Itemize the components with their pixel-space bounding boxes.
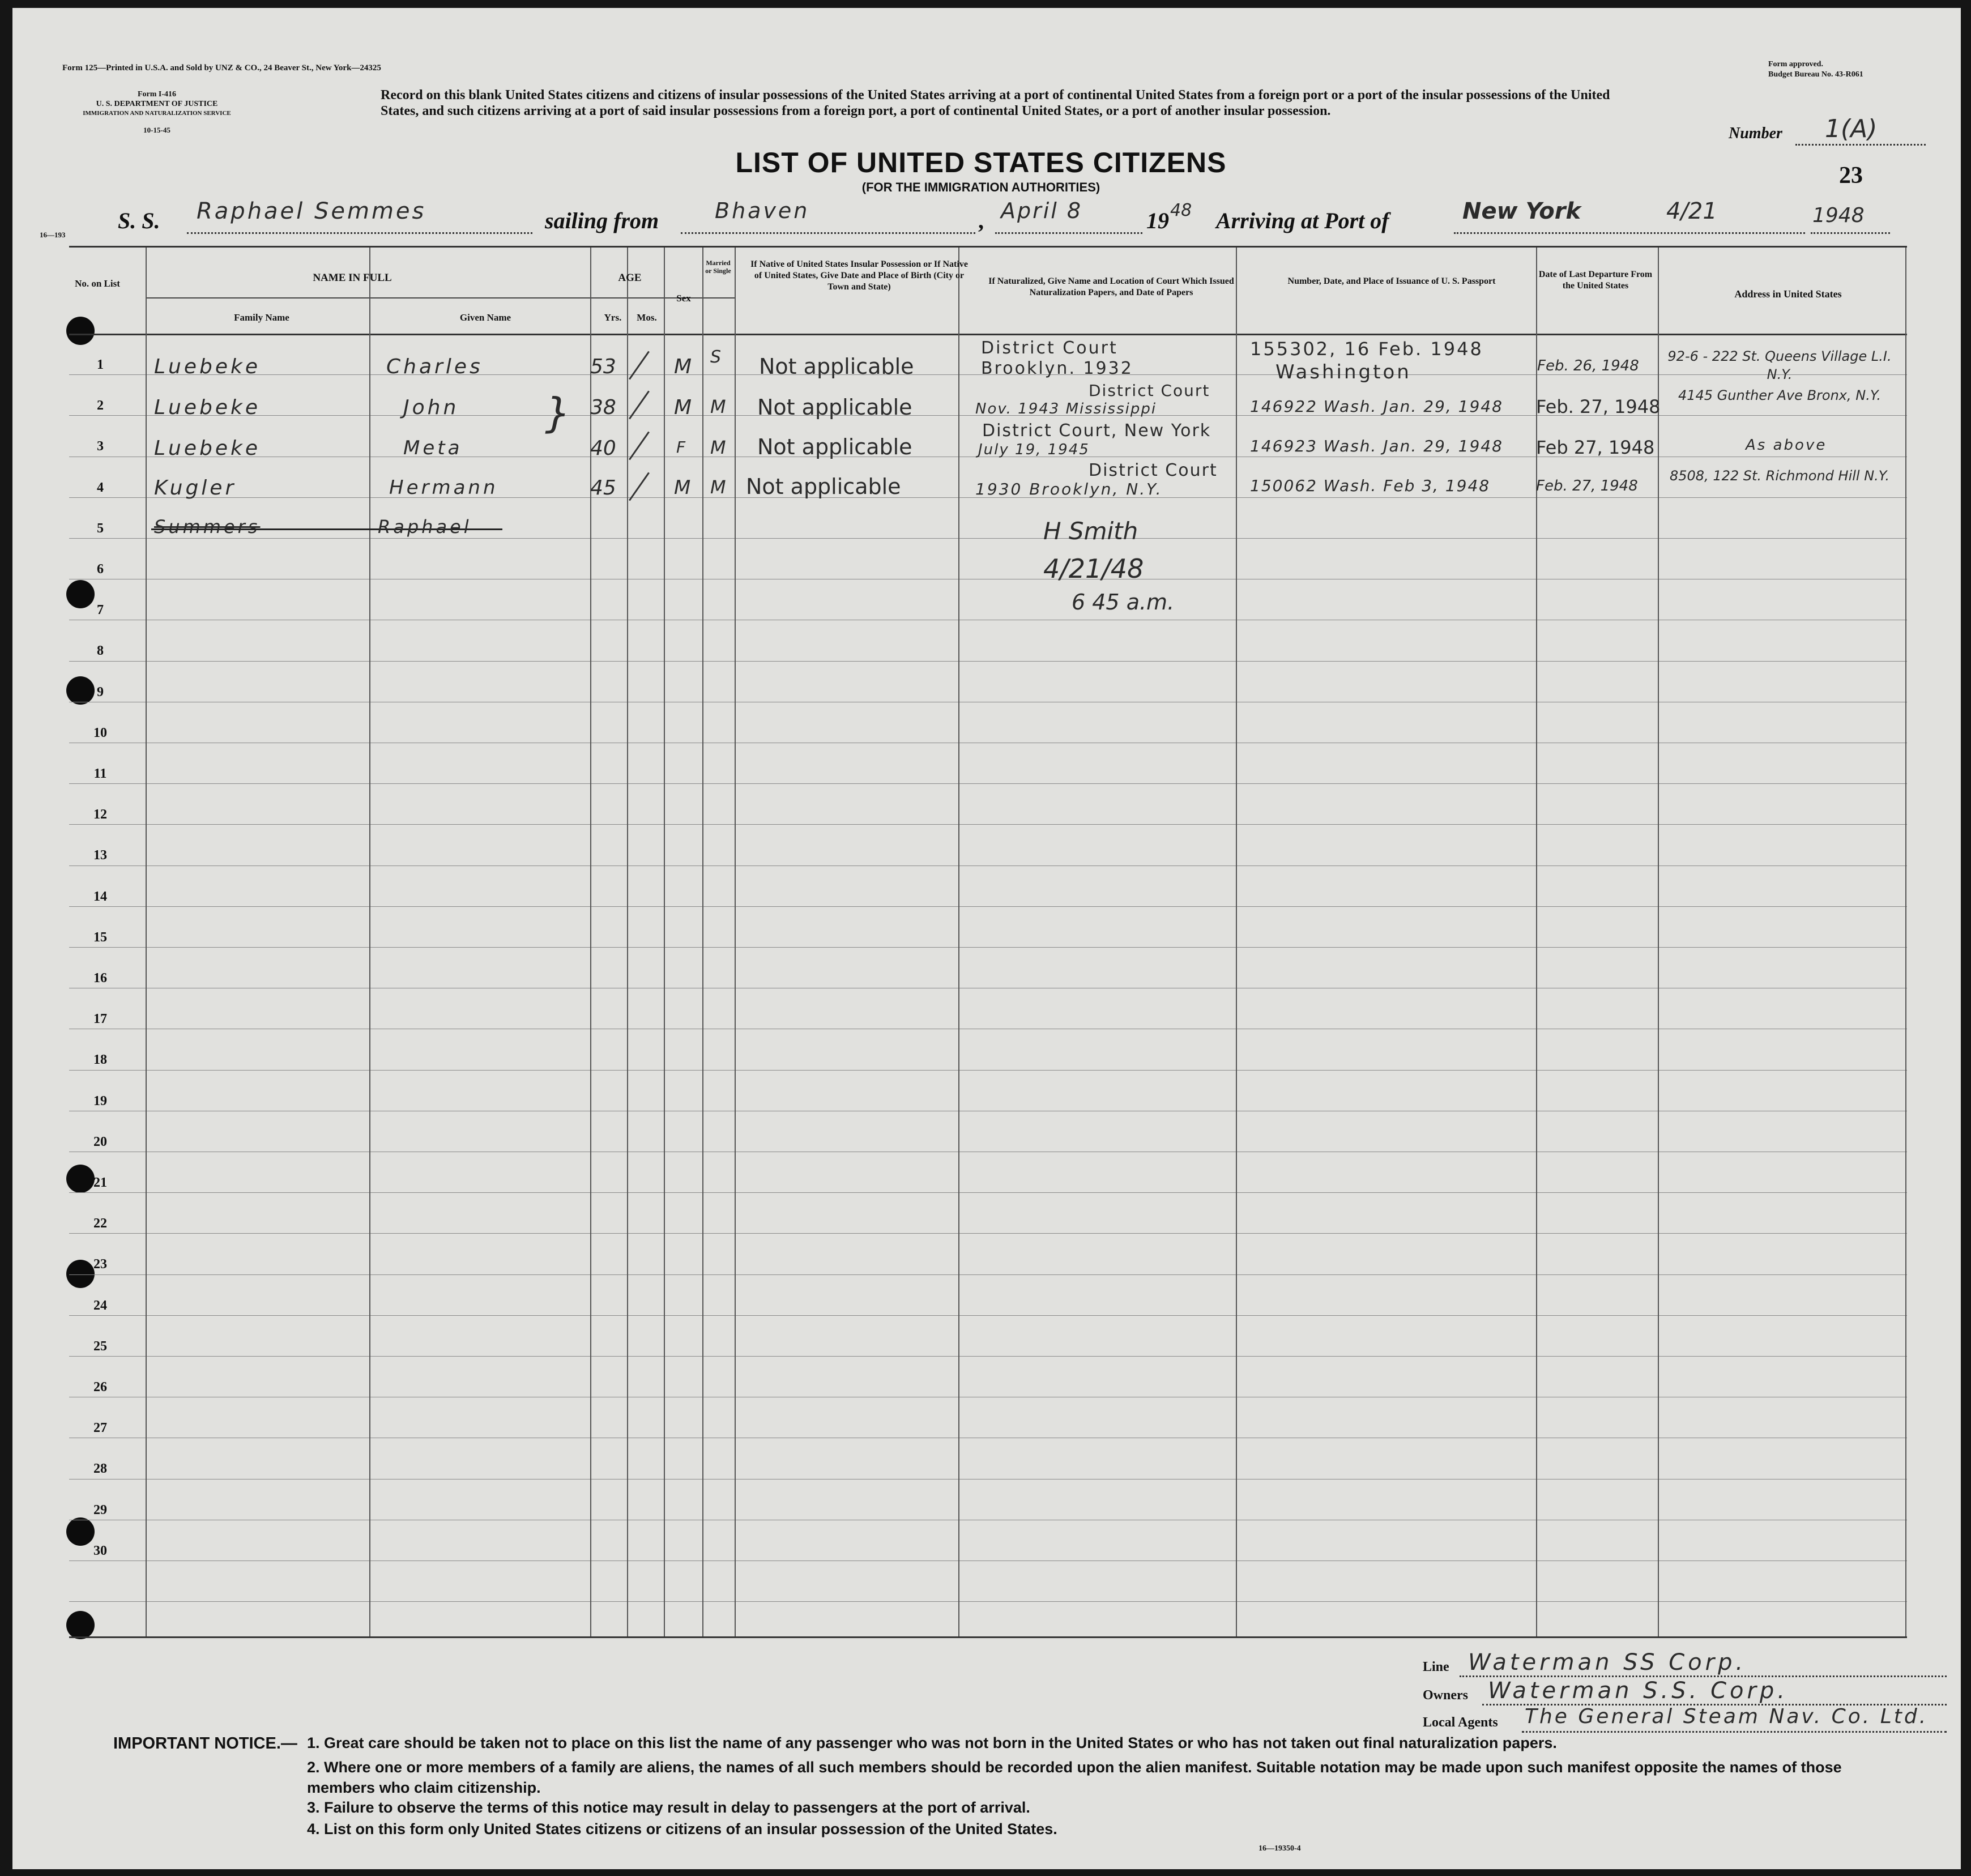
from-line — [681, 232, 975, 234]
col-age: AGE — [618, 272, 642, 284]
entry-yrs: 40 — [590, 437, 616, 460]
entry-sex: M — [674, 476, 691, 499]
row-number: 29 — [93, 1502, 107, 1517]
row-number: 8 — [97, 643, 104, 659]
arrival-year: 1948 — [1812, 204, 1865, 227]
entry-given: Meta — [403, 437, 463, 459]
entry-naturalized-line2: July 19, 1945 — [978, 441, 1090, 458]
col-married: Married or Single — [705, 259, 731, 275]
row-number: 18 — [93, 1052, 107, 1068]
row-rule — [69, 947, 1907, 948]
comma: , — [978, 208, 984, 233]
column-rule — [664, 248, 665, 1636]
row-number: 2 — [97, 398, 104, 413]
line-rule — [1460, 1675, 1947, 1677]
row-number: 13 — [93, 848, 107, 863]
entry-yrs: 45 — [590, 476, 616, 500]
entry-address: 4145 Gunther Ave Bronx, N.Y. — [1678, 387, 1882, 403]
row-rule — [69, 1315, 1907, 1316]
col-no-on-list: No. on List — [75, 278, 120, 289]
line-label: Line — [1423, 1660, 1449, 1674]
row-number: 26 — [93, 1380, 107, 1395]
entry-departure: Feb. 26, 1948 — [1537, 357, 1639, 374]
entry-passport-line1: 150062 Wash. Feb 3, 1948 — [1250, 476, 1491, 495]
inspector-initials: H Smith — [1043, 517, 1138, 545]
entry-passport-line1: 146923 Wash. Jan. 29, 1948 — [1250, 437, 1503, 455]
agents-value: The General Steam Nav. Co. Ltd. — [1525, 1705, 1929, 1728]
entry-passport-line1: 155302, 16 Feb. 1948 — [1250, 338, 1483, 360]
entry-married: M — [710, 476, 726, 498]
entry-departure: Feb. 27, 1948 — [1536, 477, 1638, 494]
entry-family: Kugler — [154, 476, 237, 500]
entry-naturalized-line1: District Court — [1089, 381, 1210, 400]
agents-label: Local Agents — [1423, 1715, 1498, 1730]
entry-married: M — [710, 396, 726, 417]
entry-native: Not applicable — [759, 354, 914, 379]
column-rule — [1236, 248, 1237, 1636]
row-rule — [69, 1233, 1907, 1234]
entry-address: 92-6 - 222 St. Queens Village L.I. N.Y. — [1667, 348, 1892, 382]
notice-heading: IMPORTANT NOTICE.— — [113, 1734, 297, 1753]
col-mos: Mos. — [637, 312, 657, 323]
notice-1: 1. Great care should be taken not to place on this list the name of any passenger who was not born in the United States or who has not taken out final naturalization papers. — [307, 1734, 1557, 1751]
entry-address: As above — [1746, 437, 1827, 454]
entry-family-struck: Summers — [154, 516, 261, 538]
column-rule — [958, 248, 959, 1636]
inspector-time: 6 45 a.m. — [1072, 590, 1175, 615]
arriving-label: Arriving at Port of — [1216, 208, 1389, 233]
form-number: Form I-416 — [137, 90, 177, 99]
column-rule — [1905, 248, 1906, 1636]
column-rule — [1658, 248, 1659, 1636]
row-rule — [69, 1601, 1907, 1602]
row-number: 4 — [97, 480, 104, 495]
date-line — [995, 232, 1142, 234]
ship-line — [187, 232, 532, 234]
column-rule — [735, 248, 736, 1636]
entry-given: Charles — [386, 355, 483, 378]
col-yrs: Yrs. — [604, 312, 622, 323]
row-number: 22 — [93, 1216, 107, 1231]
row-rule — [69, 1274, 1907, 1275]
year-prefix: 19 — [1146, 208, 1169, 233]
year-suffix: 48 — [1170, 201, 1192, 220]
manifest-sheet — [12, 8, 1961, 1869]
agents-rule — [1522, 1731, 1947, 1733]
col-address: Address in United States — [1734, 288, 1842, 300]
row-rule — [69, 1479, 1907, 1480]
row-rule — [69, 906, 1907, 907]
entry-passport-line2: Washington — [1275, 361, 1411, 383]
approval: Form approved. — [1768, 60, 1823, 69]
ship-name: Raphael Semmes — [197, 198, 426, 224]
column-rule — [627, 248, 628, 1636]
owners-label: Owners — [1423, 1688, 1468, 1703]
entry-given: Raphael — [378, 516, 472, 538]
entry-naturalized-line2: Brooklyn. 1932 — [981, 359, 1133, 378]
entry-married: S — [710, 347, 722, 367]
entry-departure: Feb. 27, 1948 — [1536, 396, 1661, 417]
arrival-line — [1454, 232, 1805, 234]
entry-sex: M — [674, 396, 692, 419]
entry-passport-line1: 146922 Wash. Jan. 29, 1948 — [1250, 397, 1503, 416]
row-number: 10 — [93, 725, 107, 740]
entry-naturalized-line1: District Court — [981, 338, 1118, 358]
arrival-date: 4/21 — [1666, 198, 1717, 224]
column-rule — [146, 248, 147, 1636]
row-number: 3 — [97, 439, 104, 454]
col-sex: Sex — [676, 293, 691, 304]
notice-3: 3. Failure to observe the terms of this notice may result in delay to passengers at the port of arrival. — [307, 1799, 1030, 1816]
entry-family: Luebeke — [154, 355, 261, 378]
entry-given: Hermann — [389, 476, 498, 499]
row-number: 25 — [93, 1338, 107, 1354]
arrival-port: New York — [1462, 198, 1581, 224]
entry-address: 8508, 122 St. Richmond Hill N.Y. — [1669, 468, 1890, 484]
entry-family: Luebeke — [154, 396, 261, 419]
col-departure: Date of Last Departure From the United States — [1538, 270, 1653, 291]
number-value: 1(A) — [1825, 114, 1878, 143]
row-number: 16 — [93, 971, 107, 986]
entry-native: Not applicable — [757, 434, 912, 459]
row-rule — [69, 783, 1907, 784]
passenger-table — [69, 246, 1907, 1638]
notice-2: 2. Where one or more members of a family are aliens, the names of all such members should be recorded upon the alien manifest. Suitable notation may be made upon such manifest opposite the names of those members who claim citizenship. — [307, 1759, 1842, 1796]
row-number: 17 — [93, 1012, 107, 1027]
page-stamp: 23 — [1839, 163, 1863, 189]
page-title: LIST OF UNITED STATES CITIZENS — [735, 147, 1227, 178]
owners-value: Waterman S.S. Corp. — [1488, 1678, 1789, 1704]
row-rule — [69, 661, 1907, 662]
row-rule — [69, 538, 1907, 539]
row-number: 21 — [93, 1175, 107, 1190]
column-rule — [369, 248, 370, 1636]
entry-family: Luebeke — [154, 437, 261, 460]
row-number: 12 — [93, 807, 107, 822]
ss-label: S. S. — [118, 208, 160, 233]
sailing-label: sailing from — [545, 208, 659, 233]
entry-married: M — [710, 437, 726, 458]
row-number: 11 — [93, 766, 107, 781]
row-rule — [69, 1192, 1907, 1193]
row-number: 27 — [93, 1421, 107, 1436]
col-naturalized: If Naturalized, Give Name and Location of Court Which Issued Naturalization Papers, and Date of Papers — [988, 276, 1234, 297]
row-number: 15 — [93, 930, 107, 945]
service: IMMIGRATION AND NATURALIZATION SERVICE — [83, 110, 231, 117]
line-value: Waterman SS Corp. — [1468, 1649, 1747, 1675]
entry-given: John — [403, 396, 459, 419]
row-number: 24 — [93, 1298, 107, 1313]
entry-native: Not applicable — [746, 474, 901, 499]
entry-naturalized-line1: District Court, New York — [982, 421, 1211, 441]
inspector-date: 4/21/48 — [1043, 553, 1144, 584]
col-given-name: Given Name — [459, 312, 511, 323]
row-number: 7 — [97, 603, 104, 618]
printer-line: Form 125—Printed in U.S.A. and Sold by UNZ & CO., 24 Beaver St., New York—24325 — [62, 63, 381, 73]
entry-naturalized-line2: Nov. 1943 Mississippi — [975, 400, 1157, 417]
row-rule — [69, 1070, 1907, 1071]
year-line — [1811, 232, 1890, 234]
form-date: 10-15-45 — [143, 126, 170, 134]
row-rule — [69, 824, 1907, 825]
row-number: 6 — [97, 562, 104, 577]
row-number: 30 — [93, 1543, 107, 1558]
row-number: 19 — [93, 1093, 107, 1108]
department: U. S. DEPARTMENT OF JUSTICE — [96, 100, 218, 108]
entry-sex: F — [676, 438, 686, 457]
row-rule — [69, 865, 1907, 866]
header-separator — [69, 334, 1907, 335]
bracket-mark: } — [545, 389, 571, 437]
entry-yrs: 38 — [590, 396, 616, 419]
row-number: 23 — [93, 1257, 107, 1272]
row-number: 14 — [93, 889, 107, 904]
number-line — [1795, 144, 1926, 146]
instructions: Record on this blank United States citizens and citizens of insular possessions of the United States arriving at a port of continental United States from a foreign port or a port of the insular possessions of the United States, and such citizens arriving at a port of said insular possessions from a foreign port, a port of continental United States, or a port of another insular possession. — [381, 88, 1610, 118]
entry-yrs: 53 — [590, 355, 616, 378]
notice-4: 4. List on this form only United States citizens or citizens of an insular possession of the United States. — [307, 1820, 1057, 1837]
date-written: April 8 — [1001, 198, 1083, 223]
form-code: 16—19350-4 — [1258, 1844, 1301, 1853]
margin-code: 16—193 — [40, 231, 66, 239]
entry-naturalized-line2: 1930 Brooklyn, N.Y. — [975, 480, 1163, 498]
col-native: If Native of United States Insular Possession or If Native of United States, Give Date and Place of Birth (City or Town and State) — [750, 259, 968, 292]
number-label: Number — [1729, 125, 1782, 142]
row-number: 1 — [97, 357, 104, 372]
entry-departure: Feb 27, 1948 — [1536, 437, 1655, 458]
page-subtitle: (FOR THE IMMIGRATION AUTHORITIES) — [861, 180, 1100, 194]
subheader-separator — [146, 297, 735, 299]
row-number: 5 — [97, 521, 104, 536]
entry-sex: M — [674, 355, 692, 378]
column-rule — [702, 248, 703, 1636]
entry-native: Not applicable — [757, 395, 912, 420]
col-name-in-full: NAME IN FULL — [313, 272, 392, 284]
budget-number: Budget Bureau No. 43-R061 — [1768, 70, 1863, 79]
row-number: 20 — [93, 1134, 107, 1149]
col-family-name: Family Name — [234, 312, 289, 323]
age-tick — [629, 472, 650, 501]
row-number: 28 — [93, 1461, 107, 1477]
age-tick — [629, 351, 650, 380]
row-number: 9 — [97, 684, 104, 700]
entry-naturalized-line1: District Court — [1089, 461, 1218, 480]
row-rule — [69, 1356, 1907, 1357]
col-passport: Number, Date, and Place of Issuance of U. S. Passport — [1287, 276, 1496, 286]
from-port: Bhaven — [715, 198, 810, 223]
